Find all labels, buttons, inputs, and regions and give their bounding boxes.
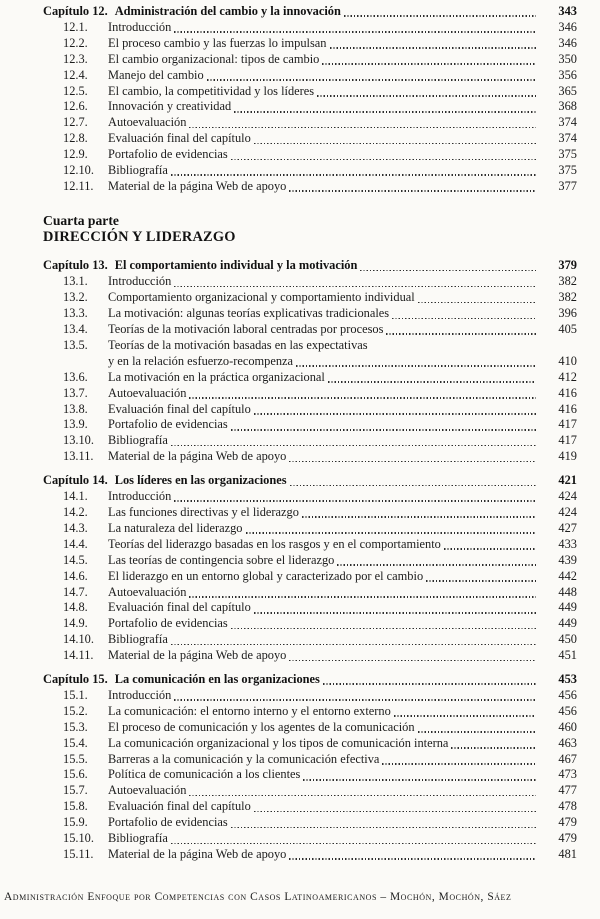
entry-page-number: 375 — [558, 163, 577, 178]
entry-page-number: 449 — [558, 600, 577, 615]
dot-leader — [174, 31, 536, 33]
entry-number: 13.3. — [63, 306, 88, 321]
entry-number: 12.5. — [63, 83, 88, 98]
dot-leader — [444, 548, 536, 550]
entry-number: 15.2. — [63, 703, 88, 718]
entry-page-number: 377 — [558, 178, 577, 193]
toc-entry — [63, 600, 577, 616]
entry-page-number: 463 — [558, 735, 577, 750]
dot-leader — [394, 715, 536, 717]
entry-number: 15.6. — [63, 767, 88, 782]
entry-title: Introducción — [108, 274, 172, 289]
toc-entry — [63, 648, 577, 664]
chapter-page-number: 421 — [558, 473, 577, 488]
toc-entry — [63, 616, 577, 632]
dot-leader — [328, 381, 536, 383]
chapter-title: La comunicación en las organizaciones — [114, 672, 320, 687]
dot-leader — [189, 795, 536, 797]
chapter-number: Capítulo 14. — [43, 473, 108, 488]
entry-page-number: 346 — [558, 19, 577, 34]
entry-page-number: 350 — [558, 51, 577, 66]
toc-entry — [63, 131, 577, 147]
dot-leader — [174, 286, 536, 288]
entry-number: 12.2. — [63, 35, 88, 50]
dot-leader — [289, 461, 536, 463]
entry-title: La comunicación organizacional y los tipos de comunicación interna — [108, 735, 449, 750]
dot-leader — [303, 779, 536, 781]
toc-entry — [63, 163, 577, 179]
entry-number: 12.7. — [63, 115, 88, 130]
entry-number: 15.1. — [63, 687, 88, 702]
entry-number: 13.8. — [63, 401, 88, 416]
entry-page-number: 416 — [558, 385, 577, 400]
entry-number: 13.11. — [63, 449, 94, 464]
toc-entry — [63, 632, 577, 648]
toc-entry — [63, 489, 577, 505]
part-heading — [43, 212, 577, 247]
chapter-number: Capítulo 13. — [43, 258, 108, 273]
entry-title: Teorías de la motivación basadas en las expectativas — [108, 337, 368, 352]
entry-page-number: 416 — [558, 401, 577, 416]
chapter-block — [43, 672, 577, 863]
entry-number: 12.9. — [63, 147, 88, 162]
entry-title: El proceso cambio y las fuerzas lo impulsan — [108, 35, 327, 50]
entry-title: Autoevaluación — [108, 584, 187, 599]
dot-leader — [418, 302, 536, 304]
dot-leader — [231, 628, 536, 630]
entry-page-number: 481 — [558, 847, 577, 861]
entry-number: 13.1. — [63, 274, 88, 289]
toc-entry — [63, 84, 577, 100]
toc-entry — [63, 831, 577, 847]
entry-number: 12.6. — [63, 99, 88, 114]
entry-title: Autoevaluación — [108, 115, 187, 130]
entry-title: Evaluación final del capítulo — [108, 401, 251, 416]
dot-leader — [386, 333, 536, 335]
entry-page-number: 417 — [558, 417, 577, 432]
entry-title: Innovación y creatividad — [108, 99, 232, 114]
entry-page-number: 442 — [558, 568, 577, 583]
entry-page-number: 346 — [558, 35, 577, 50]
entry-page-number: 396 — [558, 306, 577, 321]
entry-number: 12.4. — [63, 67, 88, 82]
entry-title: Material de la página Web de apoyo — [108, 847, 287, 861]
entry-number: 14.6. — [63, 568, 88, 583]
entry-page-number: 479 — [558, 815, 577, 830]
toc-entry — [63, 417, 577, 433]
table-of-contents — [43, 4, 577, 863]
entry-title: Las funciones directivas y el liderazgo — [108, 504, 299, 519]
entry-number: 15.8. — [63, 799, 88, 814]
dot-leader — [451, 747, 536, 749]
entry-page-number: 456 — [558, 703, 577, 718]
dot-leader — [322, 63, 536, 65]
toc-entry — [63, 322, 577, 338]
toc-entry — [63, 147, 577, 163]
entry-number: 12.1. — [63, 19, 88, 34]
entry-title: Material de la página Web de apoyo — [108, 449, 287, 464]
chapter-block — [43, 473, 577, 664]
dot-leader — [392, 318, 536, 320]
toc-entry — [63, 52, 577, 68]
entry-title: El proceso de comunicación y los agentes de la comunicación — [108, 719, 415, 734]
dot-leader — [323, 683, 536, 685]
entry-title: La naturaleza del liderazgo — [108, 520, 243, 535]
entry-page-number: 479 — [558, 831, 577, 846]
dot-leader — [296, 365, 536, 367]
toc-entry — [63, 338, 577, 354]
dot-leader — [254, 612, 536, 614]
entry-number: 15.9. — [63, 815, 88, 830]
entry-page-number: 368 — [558, 99, 577, 114]
dot-leader — [207, 79, 536, 81]
entry-title: Evaluación final del capítulo — [108, 600, 251, 615]
entry-title: Evaluación final del capítulo — [108, 799, 251, 814]
entry-number: 14.5. — [63, 552, 88, 567]
dot-leader — [418, 731, 536, 733]
entry-title: Teorías del liderazgo basadas en los rasgos y en el comportamiento — [108, 536, 441, 551]
dot-leader — [289, 190, 536, 192]
entry-page-number: 365 — [558, 83, 577, 98]
dot-leader — [189, 596, 536, 598]
toc-entry — [63, 767, 577, 783]
toc-entry — [63, 720, 577, 736]
entry-title: Material de la página Web de apoyo — [108, 648, 287, 663]
entry-page-number: 424 — [558, 504, 577, 519]
entry-title: La motivación en la práctica organizacional — [108, 369, 325, 384]
entry-page-number: 449 — [558, 616, 577, 631]
toc-entry — [63, 449, 577, 465]
toc-entry — [63, 68, 577, 84]
entry-page-number: 439 — [558, 552, 577, 567]
entry-page-number: 374 — [558, 131, 577, 146]
dot-leader — [254, 143, 536, 145]
entry-title: Bibliografía — [108, 831, 168, 846]
toc-entry — [63, 585, 577, 601]
toc-entry — [63, 290, 577, 306]
dot-leader — [171, 843, 536, 845]
part-kicker: Cuarta parte — [43, 212, 119, 228]
chapter-number: Capítulo 15. — [43, 672, 108, 687]
entry-title: Portafolio de evidencias — [108, 417, 228, 432]
entry-title: Bibliografía — [108, 163, 168, 178]
entry-title: Barreras a la comunicación y la comunicación efectiva — [108, 751, 380, 766]
entry-title: Introducción — [108, 489, 172, 504]
entry-title: Evaluación final del capítulo — [108, 131, 251, 146]
entry-number: 13.9. — [63, 417, 88, 432]
entry-number: 13.7. — [63, 385, 88, 400]
entry-number: 15.4. — [63, 735, 88, 750]
entry-title: Material de la página Web de apoyo — [108, 178, 287, 193]
entry-page-number: 450 — [558, 632, 577, 647]
chapter-heading — [43, 258, 577, 274]
dot-leader — [317, 95, 536, 97]
toc-entry — [63, 815, 577, 831]
toc-entry — [63, 115, 577, 131]
entry-title: Manejo del cambio — [108, 67, 204, 82]
toc-entry — [63, 179, 577, 195]
entry-number: 12.10. — [63, 163, 94, 178]
dot-leader — [231, 827, 536, 829]
toc-entry — [63, 505, 577, 521]
dot-leader — [189, 127, 536, 129]
entry-number: 15.3. — [63, 719, 88, 734]
dot-leader — [254, 811, 536, 813]
entry-number: 14.4. — [63, 536, 88, 551]
entry-page-number: 424 — [558, 489, 577, 504]
entry-number: 12.8. — [63, 131, 88, 146]
toc-entry — [63, 752, 577, 768]
dot-leader — [289, 858, 536, 860]
dot-leader — [171, 644, 536, 646]
toc-entry-continuation — [63, 354, 577, 370]
entry-number: 15.11. — [63, 847, 94, 861]
entry-number: 14.11. — [63, 648, 94, 663]
toc-entry — [63, 537, 577, 553]
chapter-title: Los líderes en las organizaciones — [114, 473, 287, 488]
entry-title: Portafolio de evidencias — [108, 147, 228, 162]
entry-page-number: 419 — [558, 449, 577, 464]
entry-page-number: 374 — [558, 115, 577, 130]
entry-title: Portafolio de evidencias — [108, 815, 228, 830]
entry-page-number: 417 — [558, 433, 577, 448]
toc-entry — [63, 433, 577, 449]
dot-leader — [360, 270, 536, 272]
chapter-heading — [43, 672, 577, 688]
entry-number: 12.3. — [63, 51, 88, 66]
entry-title: La comunicación: el entorno interno y el entorno externo — [108, 703, 391, 718]
entry-number: 14.7. — [63, 584, 88, 599]
toc-entry — [63, 799, 577, 815]
entry-page-number: 460 — [558, 719, 577, 734]
entry-page-number: 375 — [558, 147, 577, 162]
chapter-page-number: 343 — [558, 4, 577, 18]
dot-leader — [231, 429, 536, 431]
entry-title: Autoevaluación — [108, 783, 187, 798]
chapter-title: Administración del cambio y la innovación — [114, 4, 341, 18]
toc-entry — [63, 99, 577, 115]
entry-page-number: 405 — [558, 322, 577, 336]
toc-entry — [63, 20, 577, 36]
toc-entry — [63, 306, 577, 322]
dot-leader — [344, 15, 536, 17]
entry-page-number: 451 — [558, 648, 577, 663]
toc-entry — [63, 386, 577, 402]
entry-number: 14.2. — [63, 504, 88, 519]
entry-number: 15.7. — [63, 783, 88, 798]
entry-page-number: 467 — [558, 751, 577, 766]
chapter-block — [43, 258, 577, 465]
dot-leader — [289, 660, 536, 662]
entry-number: 12.11. — [63, 178, 94, 193]
entry-title: Política de comunicación a los clientes — [108, 767, 301, 782]
entry-number: 13.6. — [63, 369, 88, 384]
entry-number: 15.5. — [63, 751, 88, 766]
toc-entry — [63, 569, 577, 585]
entry-title: Bibliografía — [108, 632, 168, 647]
toc-entry — [63, 704, 577, 720]
toc-entry — [63, 36, 577, 52]
entry-page-number: 427 — [558, 520, 577, 535]
dot-leader — [382, 763, 536, 765]
entry-page-number: 433 — [558, 536, 577, 551]
chapter-number: Capítulo 12. — [43, 4, 108, 18]
entry-page-number: 412 — [558, 369, 577, 384]
toc-entry — [63, 736, 577, 752]
dot-leader — [337, 564, 536, 566]
entry-title: Autoevaluación — [108, 385, 187, 400]
entry-page-number: 478 — [558, 799, 577, 814]
dot-leader — [171, 174, 536, 176]
chapter-block — [43, 4, 577, 195]
entry-title: La motivación: algunas teorías explicativas tradicionales — [108, 306, 390, 321]
dot-leader — [234, 111, 536, 113]
entry-title: El cambio organizacional: tipos de cambio — [108, 51, 320, 66]
entry-title: El cambio, la competitividad y los líderes — [108, 83, 315, 98]
dot-leader — [174, 699, 536, 701]
toc-entry — [63, 688, 577, 704]
entry-page-number: 356 — [558, 67, 577, 82]
entry-page-number: 477 — [558, 783, 577, 798]
entry-number: 13.2. — [63, 290, 88, 305]
chapter-title: El comportamiento individual y la motivación — [114, 258, 358, 273]
entry-title-continued: y en la relación esfuerzo-recompenza — [108, 353, 294, 368]
entry-page-number: 456 — [558, 687, 577, 702]
entry-title: Las teorías de contingencia sobre el liderazgo — [108, 552, 335, 567]
entry-number: 14.1. — [63, 489, 88, 504]
toc-entry — [63, 847, 577, 863]
chapter-heading — [43, 4, 577, 20]
entry-number: 14.8. — [63, 600, 88, 615]
dot-leader — [174, 500, 536, 502]
entry-number: 13.4. — [63, 322, 88, 336]
entry-title: Comportamiento organizacional y comportamiento individual — [108, 290, 415, 305]
entry-page-number: 382 — [558, 274, 577, 289]
toc-entry — [63, 783, 577, 799]
toc-entry — [63, 370, 577, 386]
part-title: DIRECCIÓN Y LIDERAZGO — [43, 228, 236, 245]
entry-title: Teorías de la motivación laboral centradas por procesos — [108, 322, 384, 336]
chapter-page-number: 453 — [558, 672, 577, 687]
chapter-page-number: 379 — [558, 258, 577, 273]
entry-title: Introducción — [108, 687, 172, 702]
dot-leader — [171, 445, 536, 447]
footer-running-title: Administración Enfoque por Competencias con Casos Latinoamericanos – Mochón, Mochón, Sáez — [4, 891, 512, 903]
chapter-heading — [43, 473, 577, 489]
entry-title: Bibliografía — [108, 433, 168, 448]
toc-entry — [63, 402, 577, 418]
entry-number: 14.3. — [63, 520, 88, 535]
entry-title: El liderazgo en un entorno global y caracterizado por el cambio — [108, 568, 424, 583]
dot-leader — [302, 516, 536, 518]
entry-number: 14.9. — [63, 616, 88, 631]
entry-page-number: 382 — [558, 290, 577, 305]
entry-page-number: 410 — [558, 353, 577, 368]
entry-number: 13.5. — [63, 337, 88, 352]
dot-leader — [330, 47, 537, 49]
entry-page-number: 473 — [558, 767, 577, 782]
entry-page-number: 448 — [558, 584, 577, 599]
entry-number: 15.10. — [63, 831, 94, 846]
entry-number: 13.10. — [63, 433, 94, 448]
entry-title: Portafolio de evidencias — [108, 616, 228, 631]
dot-leader — [290, 485, 536, 487]
toc-entry — [63, 521, 577, 537]
dot-leader — [189, 397, 536, 399]
entry-title: Introducción — [108, 19, 172, 34]
toc-entry — [63, 274, 577, 290]
dot-leader — [246, 532, 537, 534]
dot-leader — [426, 580, 536, 582]
entry-number: 14.10. — [63, 632, 94, 647]
dot-leader — [231, 159, 536, 161]
toc-entry — [63, 553, 577, 569]
dot-leader — [254, 413, 536, 415]
